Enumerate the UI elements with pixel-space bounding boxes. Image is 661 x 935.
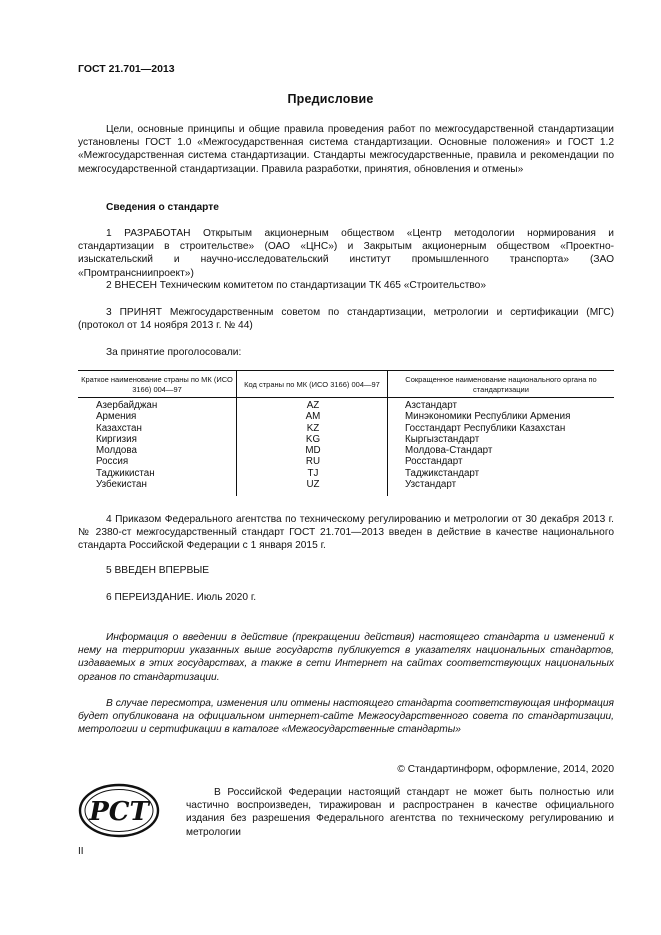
info-notice-2-text: В случае пересмотра, изменения или отмены настоящего стандарта соответствующая информация будет опубликована на официальном интернет-сайте Межгосударственного совета по стандартизации, метрологии и сертификации в каталоге «Межгосударственные стандарты» (78, 698, 614, 736)
country-name: Казахстан (96, 422, 142, 434)
item-reissue-text: 6 ПЕРЕИЗДАНИЕ. Июль 2020 г. (106, 592, 257, 603)
info-notice-1 (78, 631, 614, 684)
table-row (78, 468, 614, 479)
item-enacted-text: 4 Приказом Федерального агентства по техническому регулированию и метрологии от 30 декабря 2013 г. № 2380-ст межгосударственный стандарт ГОСТ 21.701—2013 введен в действие в качестве национального стандарта Российской Федерации с 1 января 2015 г. (78, 514, 614, 552)
member-states-table (78, 370, 614, 496)
item-adopted (78, 306, 614, 332)
header-standards-body: Сокращенное наименование национального органа по стандартизации (388, 371, 615, 398)
country-code: KZ (306, 422, 320, 434)
country-name: Молдова (96, 445, 137, 457)
standards-body: Узстандарт (405, 479, 457, 491)
country-code: AZ (306, 400, 320, 411)
country-name: Узбекистан (96, 479, 147, 491)
standards-body: Таджикстандарт (405, 467, 480, 479)
standards-body: Росстандарт (405, 456, 463, 468)
table-header-row (78, 371, 614, 398)
item-reissue (78, 591, 614, 604)
reproduction-notice-text: В Российской Федерации настоящий стандарт не может быть полностью или частично воспроизведен, тиражирован и распространен в качестве официального издания без разрешения Федерального агентства по техническому регулированию и метрологии (186, 787, 614, 838)
country-name: Азербайджан (96, 400, 158, 411)
table-row (78, 398, 614, 412)
country-code: RU (305, 456, 321, 468)
info-heading: Сведения о стандарте (106, 202, 219, 213)
table-row (78, 423, 614, 434)
info-notice-1-text: Информация о введении в действие (прекращении действия) настоящего стандарта и изменений к нему на территории указанных выше государств публикуется в указателях национальных стандартов, издаваемых в этих государствах, а также в сети Интернет на сайтах соответствующих национальных органов по стандартизации. (78, 632, 614, 683)
item-adopted-text: 3 ПРИНЯТ Межгосударственным советом по стандартизации, метрологии и сертификации (МГС) (протокол от 14 ноября 2013 г. № 44) (78, 307, 614, 332)
voted-label: За принятие проголосовали: (106, 347, 242, 358)
header-country-code: Код страны по МК (ИСО 3166) 004—97 (237, 371, 388, 398)
table-row (78, 456, 614, 467)
country-name: Армения (96, 411, 137, 423)
country-code: TJ (307, 467, 319, 479)
country-code: AM (305, 411, 321, 423)
info-notice-2 (78, 697, 614, 737)
standards-body: Молдова-Стандарт (405, 445, 493, 457)
table-row (78, 411, 614, 422)
header-country-name: Краткое наименование страны по МК (ИСО 3166) 004—97 (78, 371, 237, 398)
item-introduced-text: 2 ВНЕСЕН Техническим комитетом по стандартизации ТК 465 «Строительство» (106, 280, 486, 291)
item-first-introduced (78, 564, 614, 577)
intro-paragraph (78, 123, 614, 176)
seal-lettering: PCT (89, 797, 149, 827)
standards-body: Минэкономики Республики Армения (405, 411, 571, 423)
country-code: UZ (306, 479, 320, 491)
standard-code-header: ГОСТ 21.701—2013 (78, 63, 175, 75)
standards-body: Азстандарт (405, 400, 457, 411)
copyright-line: © Стандартинформ, оформление, 2014, 2020 (397, 764, 614, 775)
item-introduced (78, 279, 614, 292)
country-name: Россия (96, 456, 129, 468)
country-name: Таджикистан (96, 467, 155, 479)
standards-body: Госстандарт Республики Казахстан (405, 422, 566, 434)
table-row (78, 445, 614, 456)
country-code: MD (305, 445, 321, 457)
item-developed-text: 1 РАЗРАБОТАН Открытым акционерным обществом «Центр методологии нормирования и стандартизации в строительстве» (ОАО «ЦНС») и Закрытым акционерным обществом «Проектно-изыскательский и научно-исследовательский институт промышленного транспорта» (ЗАО «Промтрансниипроект») (78, 228, 614, 279)
standards-body: Кыргызстандарт (405, 433, 480, 445)
table-row (78, 434, 614, 445)
country-name: Киргизия (96, 433, 137, 445)
intro-text: Цели, основные принципы и общие правила проведения работ по межгосударственной стандартизации установлены ГОСТ 1.0 «Межгосударственная система стандартизации. Основные положения» и ГОСТ 1.2 «Межгосударственная система стандартизации. Стандарты межгосударственные, правила и рекомендации по межгосударственной стандартизации. Правила разработки, принятия, обновления и отмены» (78, 124, 614, 175)
page-number: II (78, 846, 84, 857)
page-title: Предисловие (287, 92, 374, 106)
item-first-introduced-text: 5 ВВЕДЕН ВПЕРВЫЕ (106, 565, 210, 576)
country-code: KG (305, 433, 321, 445)
table-row (78, 479, 614, 496)
item-enacted (78, 513, 614, 553)
rst-seal-icon (78, 783, 160, 838)
reproduction-notice (186, 786, 614, 839)
item-developed (78, 227, 614, 280)
